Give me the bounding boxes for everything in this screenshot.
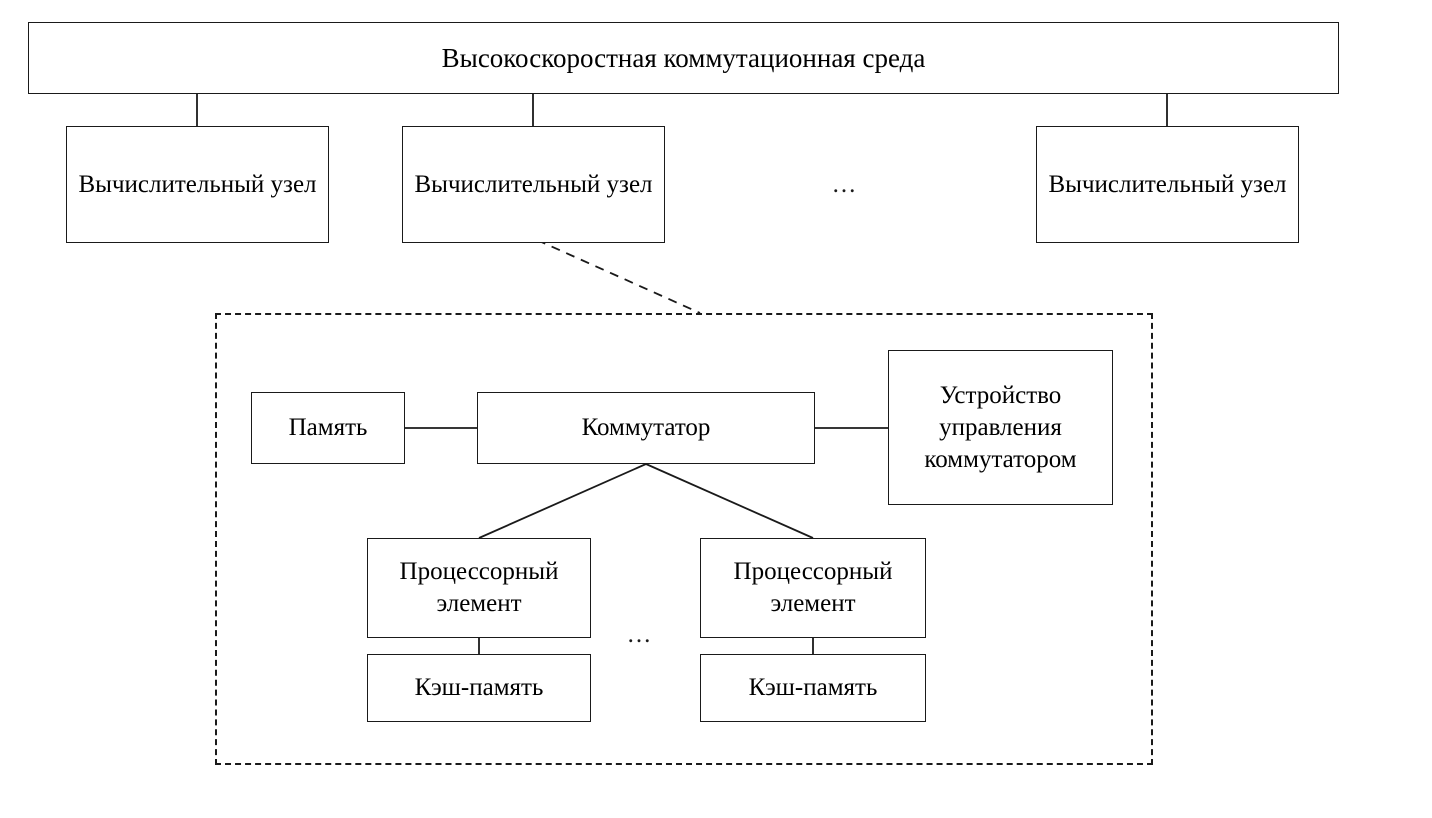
switch-controller-label: Устройство управления коммутатором xyxy=(924,381,1077,473)
compute-nodes-ellipsis: ... xyxy=(832,171,858,198)
cache-memory-box-2 xyxy=(700,654,926,722)
processing-element-label-2: Процессорный элемент xyxy=(733,558,893,617)
cache-memory-box-1 xyxy=(367,654,591,722)
compute-node-label-n: Вычислительный узел xyxy=(1048,170,1287,198)
compute-node-box-2 xyxy=(402,126,665,243)
memory-box xyxy=(251,392,405,464)
processing-element-label-1: Процессорный элемент xyxy=(399,558,559,617)
cache-memory-label-1: Кэш-память xyxy=(414,674,544,701)
compute-node-label-2: Вычислительный узел xyxy=(414,170,653,198)
compute-node-box-1 xyxy=(66,126,329,243)
compute-node-label-1: Вычислительный узел xyxy=(78,170,317,198)
interconnect-fabric-box xyxy=(28,22,1339,94)
memory-label: Память xyxy=(288,414,368,441)
processing-element-box-1 xyxy=(367,538,591,638)
switch-box xyxy=(477,392,815,464)
switch-controller-box xyxy=(888,350,1113,505)
switch-label: Коммутатор xyxy=(581,414,711,441)
processing-elements-ellipsis: ... xyxy=(627,621,653,648)
compute-node-box-n xyxy=(1036,126,1299,243)
interconnect-fabric-label: Высокоскоростная коммутационная среда xyxy=(441,42,926,73)
processing-element-box-2 xyxy=(700,538,926,638)
cache-memory-label-2: Кэш-память xyxy=(748,674,878,701)
